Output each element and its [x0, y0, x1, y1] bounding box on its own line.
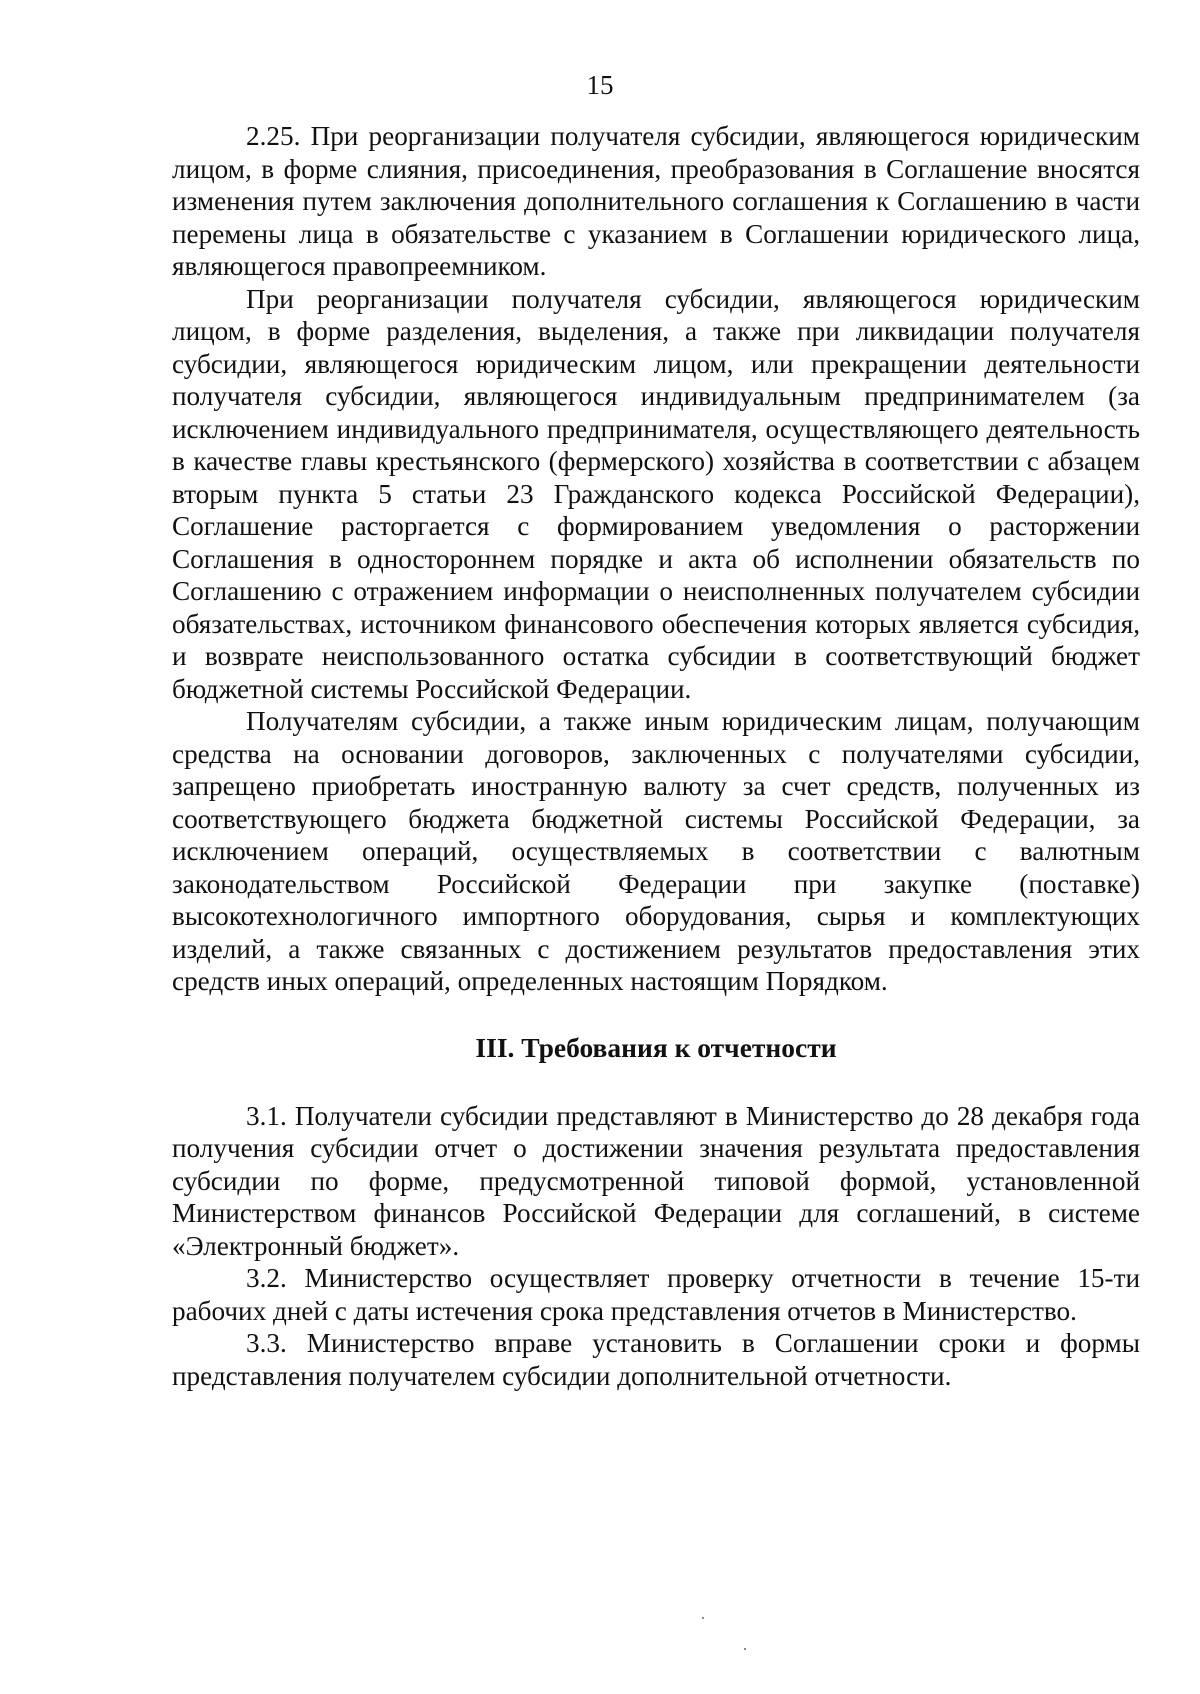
paragraph-currency-restriction: Получателям субсидии, а также иным юридическим лицам, получающим средства на основании договоров, заключенных с получателями субсидии, запрещено приобретать иностранную валюту за счет средств, полученных из соответствующего бюджета бюджетной системы Российской Федерации, за исключением операций, осуществляемых в соответствии с валютным законодательством Российской Федерации при закупке (поставке) высокотехнологичного импортного оборудования, сырья и комплектующих изделий, а также связанных с достижением результатов предоставления этих средств иных операций, определенных настоящим Порядком.	[172, 706, 1140, 996]
scan-speck	[702, 1617, 704, 1619]
scan-speck	[744, 1648, 746, 1650]
page-number: 15	[586, 70, 614, 100]
paragraph-2-25: 2.25. При реорганизации получателя субсидии, являющегося юридическим лицом, в форме слияния, присоединения, преобразования в Соглашение вносятся изменения путем заключения дополнительного соглашения к Соглашению в части перемены лица в обязательстве с указанием в Соглашении юридического лица, являющегося правопреемником.	[172, 121, 1140, 281]
section-heading: III. Требования к отчетности	[475, 1031, 837, 1063]
paragraph-reorganization: При реорганизации получателя субсидии, являющегося юридическим лицом, в форме разделения, выделения, а также при ликвидации получателя субсидии, являющегося юридическим лицом, или прекращении деятельности получателя субсидии, являющегося индивидуальным предпринимателем (за исключением индивидуального предпринимателя, осуществляющего деятельность в качестве главы крестьянского (фермерского) хозяйства в соответствии с абзацем вторым пункта 5 статьи 23 Гражданского кодекса Российской Федерации), Соглашение расторгается с формированием уведомления о расторжении Соглашения в одностороннем порядке и акта об исполнении обязательств по Соглашению с отражением информации о неисполненных получателем субсидии обязательствах, источником финансового обеспечения которых является субсидия, и возврате неиспользованного остатка субсидии в соответствующий бюджет бюджетной системы Российской Федерации.	[172, 283, 1140, 704]
paragraph-3-3: 3.3. Министерство вправе установить в Соглашении сроки и формы представления получателем субсидии дополнительной отчетности.	[172, 1328, 1140, 1391]
paragraph-3-2: 3.2. Министерство осуществляет проверку отчетности в течение 15-ти рабочих дней с даты истечения срока представления отчетов в Министерство.	[172, 1263, 1140, 1326]
paragraph-3-1: 3.1. Получатели субсидии представляют в Министерство до 28 декабря года получения субсидии отчет о достижении значения результата предоставления субсидии по форме, предусмотренной типовой формой, установленной Министерством финансов Российской Федерации для соглашений, в системе «Электронный бюджет».	[172, 1100, 1140, 1261]
document-body	[172, 120, 1140, 1392]
